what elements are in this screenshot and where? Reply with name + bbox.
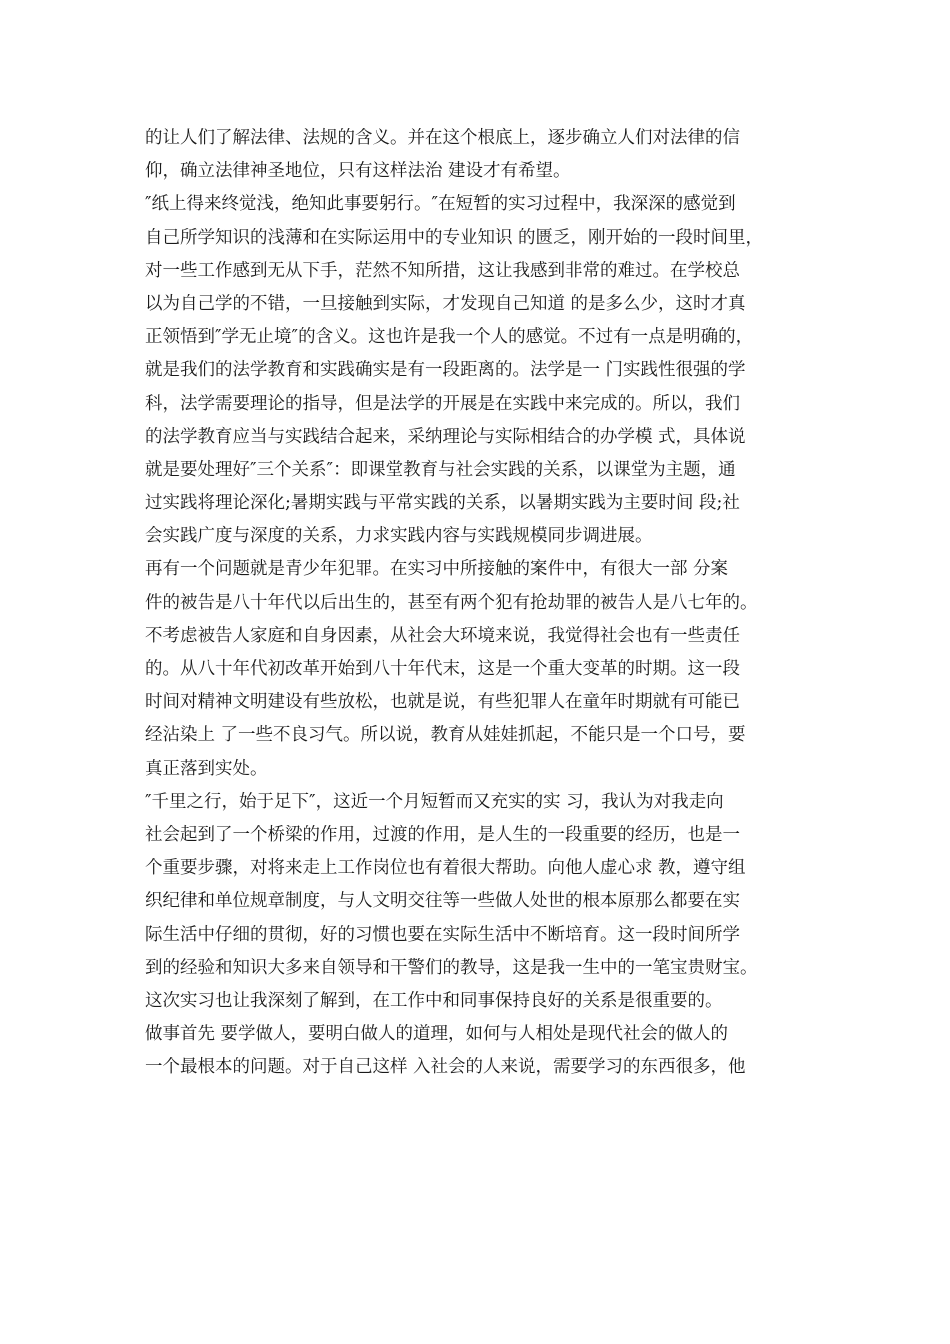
text-line: 会实践广度与深度的关系，力求实践内容与实践规模同步调进展。 [145, 526, 653, 547]
text-line: 这次实习也让我深刻了解到，在工作中和同事保持良好的关系是很重要的。 [145, 990, 723, 1011]
text-line: ″千里之行，始于足下″，这近一个月短暂而又充实的实 习，我认为对我走向 [145, 791, 724, 812]
text-line: 对一些工作感到无从下手，茫然不知所措，这让我感到非常的难过。在学校总 [145, 260, 740, 281]
text-line: 的。从八十年代初改革开始到八十年代末，这是一个重大变革的时期。这一段 [145, 659, 740, 679]
text-line: 就是要处理好″三个关系″：即课堂教育与社会实践的关系，以课堂为主题，通 [145, 459, 736, 480]
text-line: 时间对精神文明建设有些放松，也就是说，有些犯罪人在童年时期就有可能已 [145, 692, 740, 713]
text-line: ″纸上得来终觉浅，绝知此事要躬行。″在短暂的实习过程中，我深深的感觉到 [145, 194, 736, 215]
text-line: 的让人们了解法律、法规的含义。并在这个根底上，逐步确立人们对法律的信 [145, 128, 740, 148]
text-line: 正领悟到″学无止境″的含义。这也许是我一个人的感觉。不过有一点是明确的， [145, 327, 754, 348]
text-line: 件的被告是八十年代以后出生的，甚至有两个犯有抢劫罪的被告人是八七年的。 [145, 592, 758, 613]
text-line: 就是我们的法学教育和实践确实是有一段距离的。法学是一 门实践性很强的学 [145, 360, 746, 381]
text-line: 过实践将理论深化;暑期实践与平常实践的关系，以暑期实践为主要时间 段;社 [145, 493, 740, 514]
text-line: 一个最根本的问题。对于自己这样 入社会的人来说，需要学习的东西很多，他 [145, 1057, 746, 1078]
text-line: 科，法学需要理论的指导，但是法学的开展是在实践中来完成的。所以，我们 [145, 393, 740, 414]
text-line: 的法学教育应当与实践结合起来，采纳理论与实际相结合的办学模 式，具体说 [145, 426, 746, 447]
text-line: 不考虑被告人家庭和自身因素，从社会大环境来说，我觉得社会也有一些责任 [145, 625, 740, 646]
text-line: 自己所学知识的浅薄和在实际运用中的专业知识 的匮乏，刚开始的一段时间里， [145, 227, 764, 248]
text-line: 个重要步骤，对将来走上工作岗位也有着很大帮助。向他人虚心求 教，遵守组 [145, 858, 746, 879]
text-line: 经沾染上 了一些不良习气。所以说，教育从娃娃抓起，不能只是一个口号，要 [145, 725, 746, 746]
text-line: 际生活中仔细的贯彻，好的习惯也要在实际生活中不断培育。这一段时间所学 [145, 924, 740, 945]
text-line: 织纪律和单位规章制度，与人文明交往等一些做人处世的根本原那么都要在实 [145, 891, 740, 912]
text-line: 再有一个问题就是青少年犯罪。在实习中所接触的案件中，有很大一部 分案 [145, 559, 729, 580]
text-line: 做事首先 要学做人，要明白做人的道理，如何与人相处是现代社会的做人的 [145, 1024, 729, 1045]
text-line: 仰，确立法律神圣地位，只有这样法治 建设才有希望。 [145, 161, 571, 182]
text-line: 社会起到了一个桥梁的作用，过渡的作用，是人生的一段重要的经历，也是一 [145, 824, 740, 845]
text-line: 到的经验和知识大多来自领导和干警们的教导，这是我一生中的一笔宝贵财宝。 [145, 957, 758, 978]
body-text [145, 122, 815, 1084]
text-line: 真正落到实处。 [145, 758, 268, 779]
text-line: 以为自己学的不错，一旦接触到实际，才发现自己知道 的是多么少，这时才真 [145, 293, 746, 314]
